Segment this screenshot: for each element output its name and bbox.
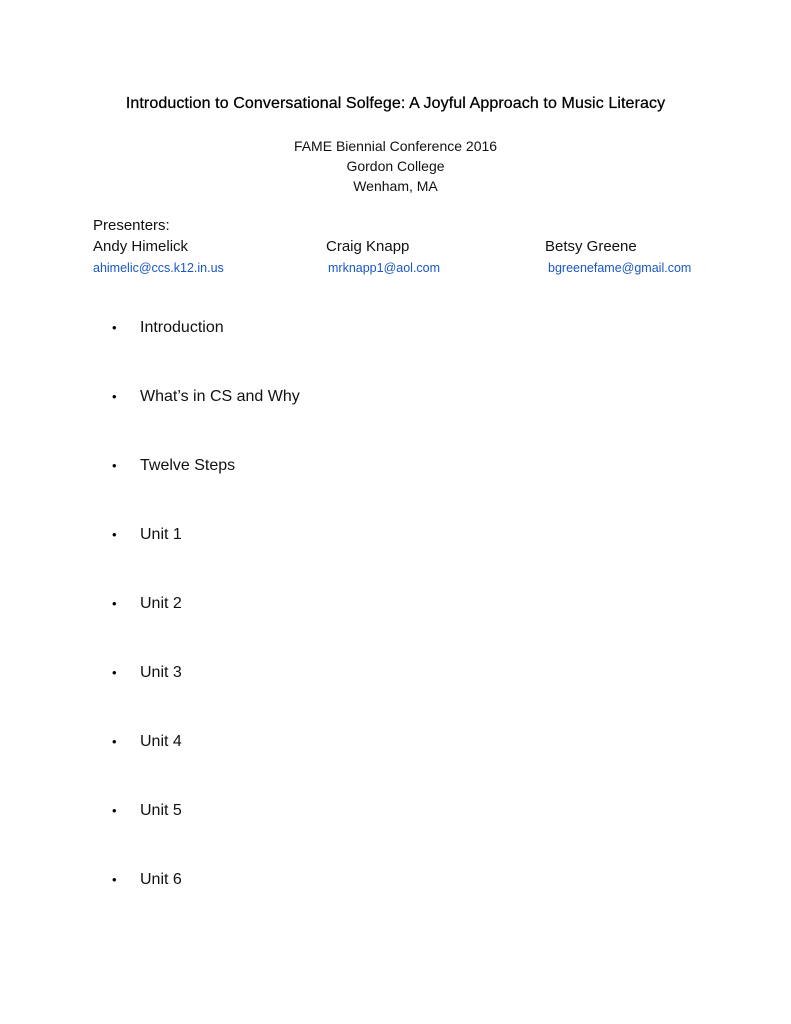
bullet-icon: • (112, 527, 117, 542)
agenda-item (112, 800, 182, 822)
venue-name: Gordon College (346, 158, 445, 174)
bullet-icon: • (112, 872, 117, 887)
bullet-icon: • (112, 803, 117, 818)
document-title: Introduction to Conversational Solfege: A Joyful Approach to Music Literacy (125, 95, 666, 112)
bullet-icon: • (112, 458, 117, 473)
agenda-item (112, 386, 300, 408)
agenda-item (112, 593, 182, 615)
agenda-item-label: Introduction (140, 319, 224, 336)
bullet-icon: • (112, 389, 117, 404)
presenter-name: Craig Knapp (326, 238, 410, 255)
event-location: Wenham, MA (353, 178, 438, 194)
presenter-email-link[interactable]: mrknapp1@aol.com (328, 261, 441, 275)
presenters-label: Presenters: (93, 217, 170, 234)
agenda-item-label: Unit 2 (140, 595, 182, 612)
agenda-item-label: What’s in CS and Why (140, 388, 300, 405)
agenda-item-label: Unit 1 (140, 526, 182, 543)
presenter-name: Betsy Greene (545, 238, 637, 255)
bullet-icon: • (112, 320, 117, 335)
bullet-icon: • (112, 665, 117, 680)
agenda-item-label: Twelve Steps (140, 457, 236, 474)
presenter-name: Andy Himelick (93, 238, 189, 255)
agenda-item-label: Unit 6 (140, 871, 182, 888)
agenda-item (112, 317, 224, 339)
agenda-item (112, 731, 182, 753)
agenda-item (112, 662, 182, 684)
bullet-icon: • (112, 596, 117, 611)
presenter-email-link[interactable]: bgreenefame@gmail.com (548, 261, 692, 275)
presenter-email-link[interactable]: ahimelic@ccs.k12.in.us (93, 261, 224, 275)
agenda-item (112, 455, 235, 477)
agenda-item-label: Unit 4 (140, 733, 182, 750)
agenda-item-label: Unit 5 (140, 802, 182, 819)
agenda-item (112, 869, 182, 891)
agenda-item (112, 524, 182, 546)
agenda-item-label: Unit 3 (140, 664, 182, 681)
bullet-icon: • (112, 734, 117, 749)
event-name: FAME Biennial Conference 2016 (293, 138, 498, 154)
